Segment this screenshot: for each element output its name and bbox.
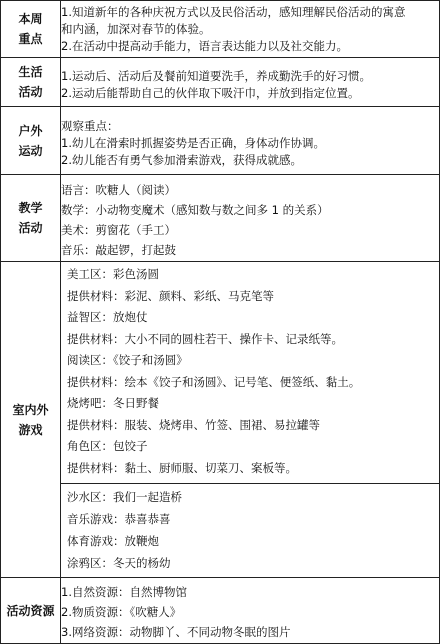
content-line: 2.幼儿能否有勇气参加滑索游戏，获得成就感。: [61, 153, 302, 167]
content-line: 提供材料：黏土、厨师服、切菜刀、案板等。: [67, 460, 297, 475]
indoor-games-block: [61, 262, 439, 483]
content-line: 1.自然资源：自然博物馆: [61, 584, 187, 599]
label-line: 游戏: [18, 422, 43, 437]
label-line: 活动资源: [6, 603, 55, 618]
content-line: 音乐游戏：恭喜恭喜: [67, 512, 171, 526]
content-line: 音乐：敲起锣，打起鼓: [61, 242, 176, 257]
content-line: 美术：剪窗花（手工）: [61, 222, 176, 237]
label-line: 重点: [18, 32, 43, 46]
label-line: 活动: [18, 85, 43, 99]
content-line: 角色区：包饺子: [67, 439, 148, 453]
label-teaching: [1, 175, 61, 262]
row-resources: [1, 578, 440, 644]
label-daily-life: [1, 58, 61, 107]
row-outdoor-sports: [1, 107, 440, 175]
content-line: 提供材料：大小不同的圆柱若干、操作卡、记录纸等。: [67, 331, 343, 346]
content-line: 2.在活动中提高动手能力，语言表达能力以及社交能力。: [61, 38, 348, 53]
label-weekly-focus: [1, 1, 61, 58]
content-line: 2.运动后能帮助自己的伙伴取下吸汗巾，并放到指定位置。: [61, 85, 360, 100]
row-games: [1, 262, 440, 578]
label-line: 教学: [18, 201, 43, 215]
content-line: 美工区：彩色汤圆: [67, 267, 159, 281]
row-weekly-focus: [1, 1, 440, 58]
content-resources: [61, 578, 440, 644]
content-line: 观察重点：: [61, 119, 119, 133]
content-line: 提供材料：服装、烧烤串、竹签、围裙、易拉罐等: [67, 417, 320, 432]
content-line: 烧烤吧：冬日野餐: [67, 396, 159, 410]
content-weekly-focus: [61, 1, 440, 58]
label-line: 室内外: [12, 402, 49, 417]
label-line: 户外: [18, 123, 43, 138]
content-line: 益智区：放炮仗: [67, 310, 148, 324]
content-line: 阅读区：《饺子和汤圆》: [67, 353, 188, 367]
outdoor-games-block: [61, 484, 439, 577]
content-line: 提供材料：绘本《饺子和汤圆》、记号笔、便签纸、黏土。: [67, 374, 361, 389]
content-line: 沙水区：我们一起造桥: [67, 490, 182, 504]
content-line: 提供材料：彩泥、颜料、彩纸、马克笔等: [67, 288, 274, 303]
row-daily-life: [1, 58, 440, 107]
content-line: 2.物质资源：《吹糖人》: [61, 604, 182, 619]
content-line: 1.知道新年的各种庆祝方式以及民俗活动，感知理解民俗活动的寓意: [61, 4, 406, 19]
label-line: 生活: [18, 65, 43, 79]
content-line: 1.运动后、活动后及餐前知道要洗手，养成勤洗手的好习惯。: [61, 68, 371, 83]
content-games: [61, 262, 440, 578]
content-line: 3.网络资源：动物脚丫、不同动物冬眠的图片: [61, 624, 291, 639]
label-outdoor-sports: [1, 107, 61, 175]
label-line: 本周: [18, 12, 43, 26]
label-resources: [1, 578, 61, 644]
label-line: 活动: [18, 221, 43, 235]
content-line: 1.幼儿在滑索时抓握姿势是否正确，身体动作协调。: [61, 136, 325, 150]
content-line: 和内涵，加深对春节的体验。: [61, 21, 211, 36]
content-daily-life: [61, 58, 440, 107]
content-line: 语言：吹糖人（阅读）: [61, 182, 176, 197]
label-games: [1, 262, 61, 578]
content-line: 涂鸦区：冬天的杨幼: [67, 556, 171, 570]
content-outdoor-sports: [61, 107, 440, 175]
content-line: 数学：小动物变魔术（感知数与数之间多 1 的关系）: [61, 202, 329, 217]
row-teaching: [1, 175, 440, 262]
label-line: 运动: [18, 143, 43, 158]
content-line: 体育游戏：放鞭炮: [67, 534, 159, 548]
content-teaching: [61, 175, 440, 262]
